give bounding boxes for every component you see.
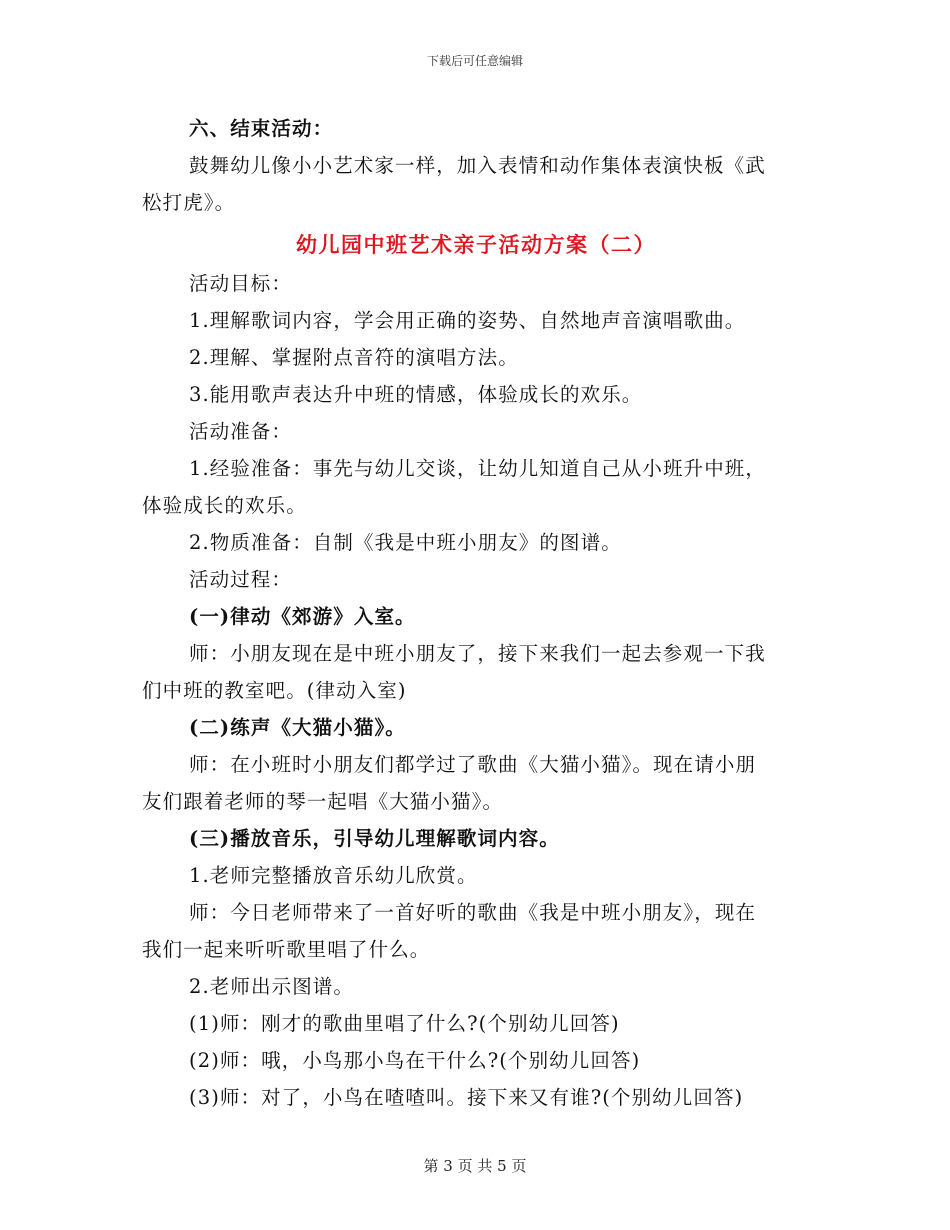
page-header: 下载后可任意编辑 bbox=[426, 54, 523, 68]
section-heading-process: 活动过程： bbox=[189, 568, 293, 591]
step-heading: (二)练声《大猫小猫》。 bbox=[189, 716, 406, 739]
paragraph-line: 鼓舞幼儿像小小艺术家一样，加入表情和动作集体表演快板《武 bbox=[189, 154, 766, 177]
page-number-footer: 第 3 页 共 5 页 bbox=[423, 1157, 527, 1175]
paragraph-line: 师：今日老师带来了一首好听的歌曲《我是中班小朋友》，现在 bbox=[189, 901, 757, 924]
document-title: 幼儿园中班艺术亲子活动方案（二） bbox=[296, 232, 656, 257]
question-item: (3)师：对了，小鸟在喳喳叫。接下来又有谁?(个别幼儿回答) bbox=[189, 1086, 744, 1109]
paragraph-line: 体验成长的欢乐。 bbox=[142, 494, 307, 517]
paragraph-line: 们中班的教室吧。(律动入室) bbox=[142, 679, 407, 702]
list-item: 2.物质准备：自制《我是中班小朋友》的图谱。 bbox=[189, 531, 622, 554]
paragraph-line: 师：小朋友现在是中班小朋友了，接下来我们一起去参观一下我 bbox=[189, 642, 766, 665]
section-heading-goals: 活动目标： bbox=[189, 272, 293, 295]
list-item: 1.老师完整播放音乐幼儿欣赏。 bbox=[189, 864, 478, 887]
section-heading-preparation: 活动准备： bbox=[189, 420, 293, 443]
section-heading-end-activity: 六、结束活动： bbox=[189, 117, 334, 140]
list-item: 2.老师出示图谱。 bbox=[189, 975, 355, 998]
step-heading: (三)播放音乐，引导幼儿理解歌词内容。 bbox=[189, 827, 560, 850]
paragraph-line: 师：在小班时小朋友们都学过了歌曲《大猫小猫》。现在请小朋 bbox=[189, 753, 757, 776]
list-item: 1.理解歌词内容，学会用正确的姿势、自然地声音演唱歌曲。 bbox=[189, 309, 746, 332]
paragraph-line: 友们跟着老师的琴一起唱《大猫小猫》。 bbox=[142, 790, 504, 813]
question-item: (1)师：刚才的歌曲里唱了什么?(个别幼儿回答) bbox=[189, 1012, 620, 1035]
list-item: 2.理解、掌握附点音符的演唱方法。 bbox=[189, 346, 519, 369]
list-item: 1.经验准备：事先与幼儿交谈，让幼儿知道自己从小班升中班， bbox=[189, 457, 767, 480]
step-heading: (一)律动《郊游》入室。 bbox=[189, 605, 416, 628]
paragraph-line: 松打虎》。 bbox=[142, 191, 236, 214]
question-item: (2)师：哦，小鸟那小鸟在干什么?(个别幼儿回答) bbox=[189, 1049, 641, 1072]
document-body bbox=[142, 110, 810, 1116]
list-item: 3.能用歌声表达升中班的情感，体验成长的欢乐。 bbox=[189, 383, 643, 406]
paragraph-line: 我们一起来听听歌里唱了什么。 bbox=[142, 938, 431, 961]
